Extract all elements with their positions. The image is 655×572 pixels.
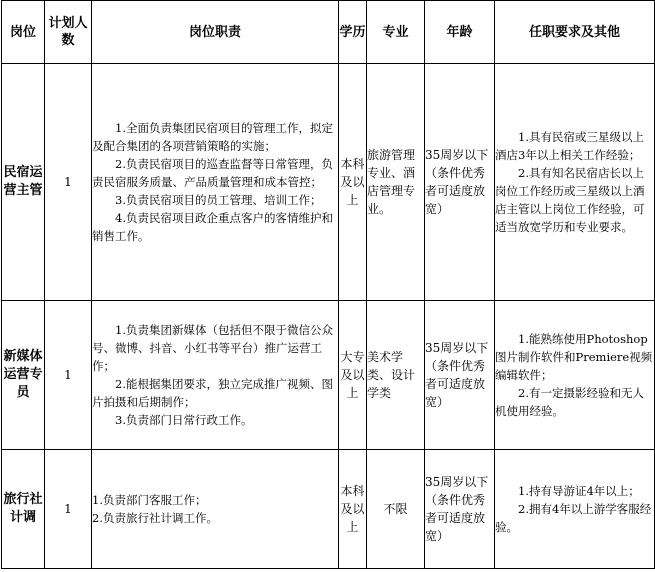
duties-cell — [92, 450, 339, 569]
major-cell: 美术学类、设计学类 — [367, 301, 425, 450]
duty-item: 1.负责集团新媒体（包括但不限于微信公众号、微博、抖音、小红书等平台）推广运营工作； — [92, 323, 333, 373]
requirement-item: 1.能熟练使用Photoshop图片制作软件和Premiere视频编辑软件； — [495, 332, 653, 382]
requirements-cell — [495, 450, 655, 569]
header-count: 计划人数 — [45, 1, 92, 64]
requirement-item: 1.持有导游证4年以上； — [518, 484, 640, 498]
count-cell: 1 — [45, 301, 92, 450]
requirement-item: 2.有一定摄影经验和无人机使用经验。 — [495, 386, 644, 418]
major-cell: 旅游管理专业、酒店管理专业。 — [367, 64, 425, 301]
age-cell: 35周岁以下（条件优秀者可适度放宽） — [425, 301, 495, 450]
major-cell: 不限 — [367, 450, 425, 569]
requirements-cell — [495, 64, 655, 301]
header-education: 学历 — [339, 1, 367, 64]
position-cell: 旅行社计调 — [2, 450, 45, 569]
header-age: 年龄 — [425, 1, 495, 64]
header-requirements: 任职要求及其他 — [495, 1, 655, 64]
duty-item: 2.负责民宿项目的巡查监督等日常管理，负责民宿服务质量、产品质量管理和成本管控； — [92, 157, 333, 189]
duty-item: 2.能根据集团要求，独立完成推广视频、图片拍摄和后期制作； — [92, 377, 333, 409]
recruitment-table — [1, 0, 655, 569]
duty-item: 3.负责民宿项目的员工管理、培训工作； — [115, 193, 322, 207]
duty-item: 3.负责部门日常行政工作。 — [115, 413, 253, 427]
requirement-item: 2.拥有4年以上游学客服经验。 — [495, 502, 652, 534]
position-cell: 民宿运营主管 — [2, 64, 45, 301]
duty-item: 4.负责民宿项目政企重点客户的客情维护和销售工作。 — [92, 211, 333, 243]
duty-item: 2.负责旅行社计调工作。 — [92, 511, 218, 525]
table-row — [2, 301, 655, 450]
requirement-item: 2.具有知名民宿店长以上岗位工作经历或三星级以上酒店主管以上岗位工作经验，可适当放宽学历和专业要求。 — [495, 166, 645, 234]
education-cell: 大专及以上 — [339, 301, 367, 450]
requirement-item: 1.具有民宿或三星级以上酒店3年以上相关工作经验； — [495, 130, 644, 162]
education-cell: 本科及以上 — [339, 64, 367, 301]
header-duties: 岗位职责 — [92, 1, 339, 64]
duties-cell — [92, 301, 339, 450]
age-cell: 35周岁以下（条件优秀者可适度放宽） — [425, 450, 495, 569]
table-row — [2, 64, 655, 301]
table-row — [2, 450, 655, 569]
duties-cell — [92, 64, 339, 301]
education-cell: 本科及以上 — [339, 450, 367, 569]
position-cell: 新媒体运营专员 — [2, 301, 45, 450]
header-position: 岗位 — [2, 1, 45, 64]
count-cell: 1 — [45, 450, 92, 569]
header-row — [2, 1, 655, 64]
count-cell: 1 — [45, 64, 92, 301]
header-major: 专业 — [367, 1, 425, 64]
duty-item: 1.全面负责集团民宿项目的管理工作，拟定及配合集团的各项营销策略的实施； — [92, 121, 333, 153]
duty-item: 1.负责部门客服工作； — [92, 493, 207, 507]
requirements-cell — [495, 301, 655, 450]
age-cell: 35周岁以下（条件优秀者可适度放宽） — [425, 64, 495, 301]
